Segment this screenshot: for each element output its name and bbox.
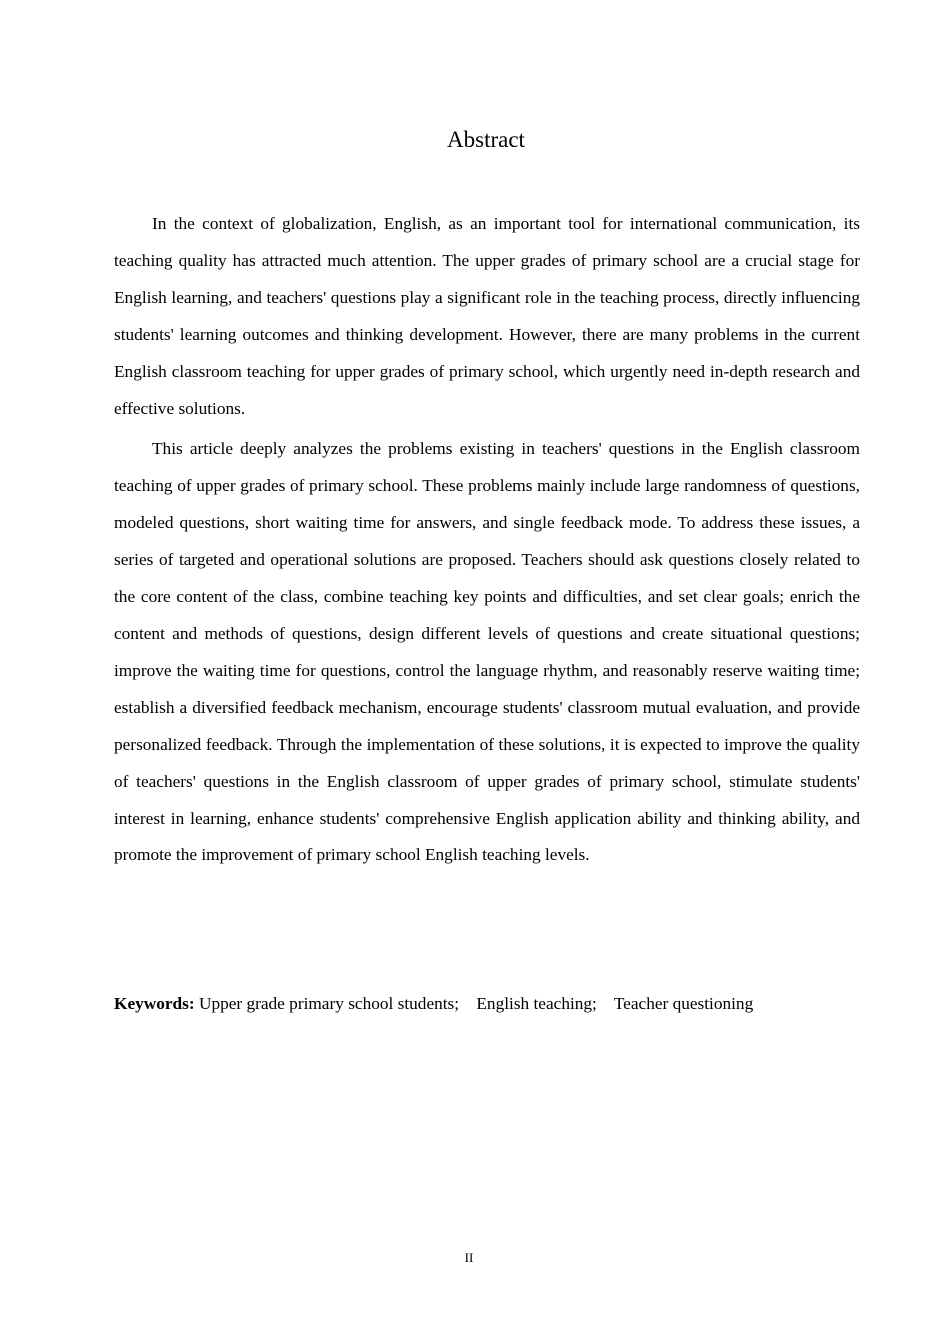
page-number: II xyxy=(464,1250,474,1265)
abstract-title: Abstract xyxy=(447,127,525,152)
keyword-item: Upper grade primary school students; xyxy=(198,994,460,1013)
keywords-label: Keywords: xyxy=(114,994,195,1013)
keyword-item: English teaching; xyxy=(476,994,597,1013)
keywords-line xyxy=(114,991,753,1017)
abstract-paragraph-2: This article deeply analyzes the problems existing in teachers' questions in the English classroom teaching of upper grades of primary school. These problems mainly include large randomness of questions, modeled questions, short waiting time for answers, and single feedback mode. To address these issues, a series of targeted and operational solutions are proposed. Teachers should ask questions closely related to the core content of the class, combine teaching key points and difficulties, and set clear goals; enrich the content and methods of questions, design different levels of questions and create situational questions; improve the waiting time for questions, control the language rhythm, and reasonably reserve waiting time; establish a diversified feedback mechanism, encourage students' classroom mutual evaluation, and provide personalized feedback. Through the implementation of these solutions, it is expected to improve the quality of teachers' questions in the English classroom of upper grades of primary school, stimulate students' interest in learning, enhance students' comprehensive English application ability and thinking ability, and promote the improvement of primary school English teaching levels. xyxy=(114,439,860,865)
keyword-item: Teacher questioning xyxy=(613,994,754,1013)
abstract-body xyxy=(114,206,860,878)
abstract-paragraph-1: In the context of globalization, English, as an important tool for international communication, its teaching quality has attracted much attention. The upper grades of primary school are a crucial stage for English learning, and teachers' questions play a significant role in the teaching process, directly influencing students' learning outcomes and thinking development. However, there are many problems in the current English classroom teaching for upper grades of primary school, which urgently need in-depth research and effective solutions. xyxy=(114,214,860,418)
